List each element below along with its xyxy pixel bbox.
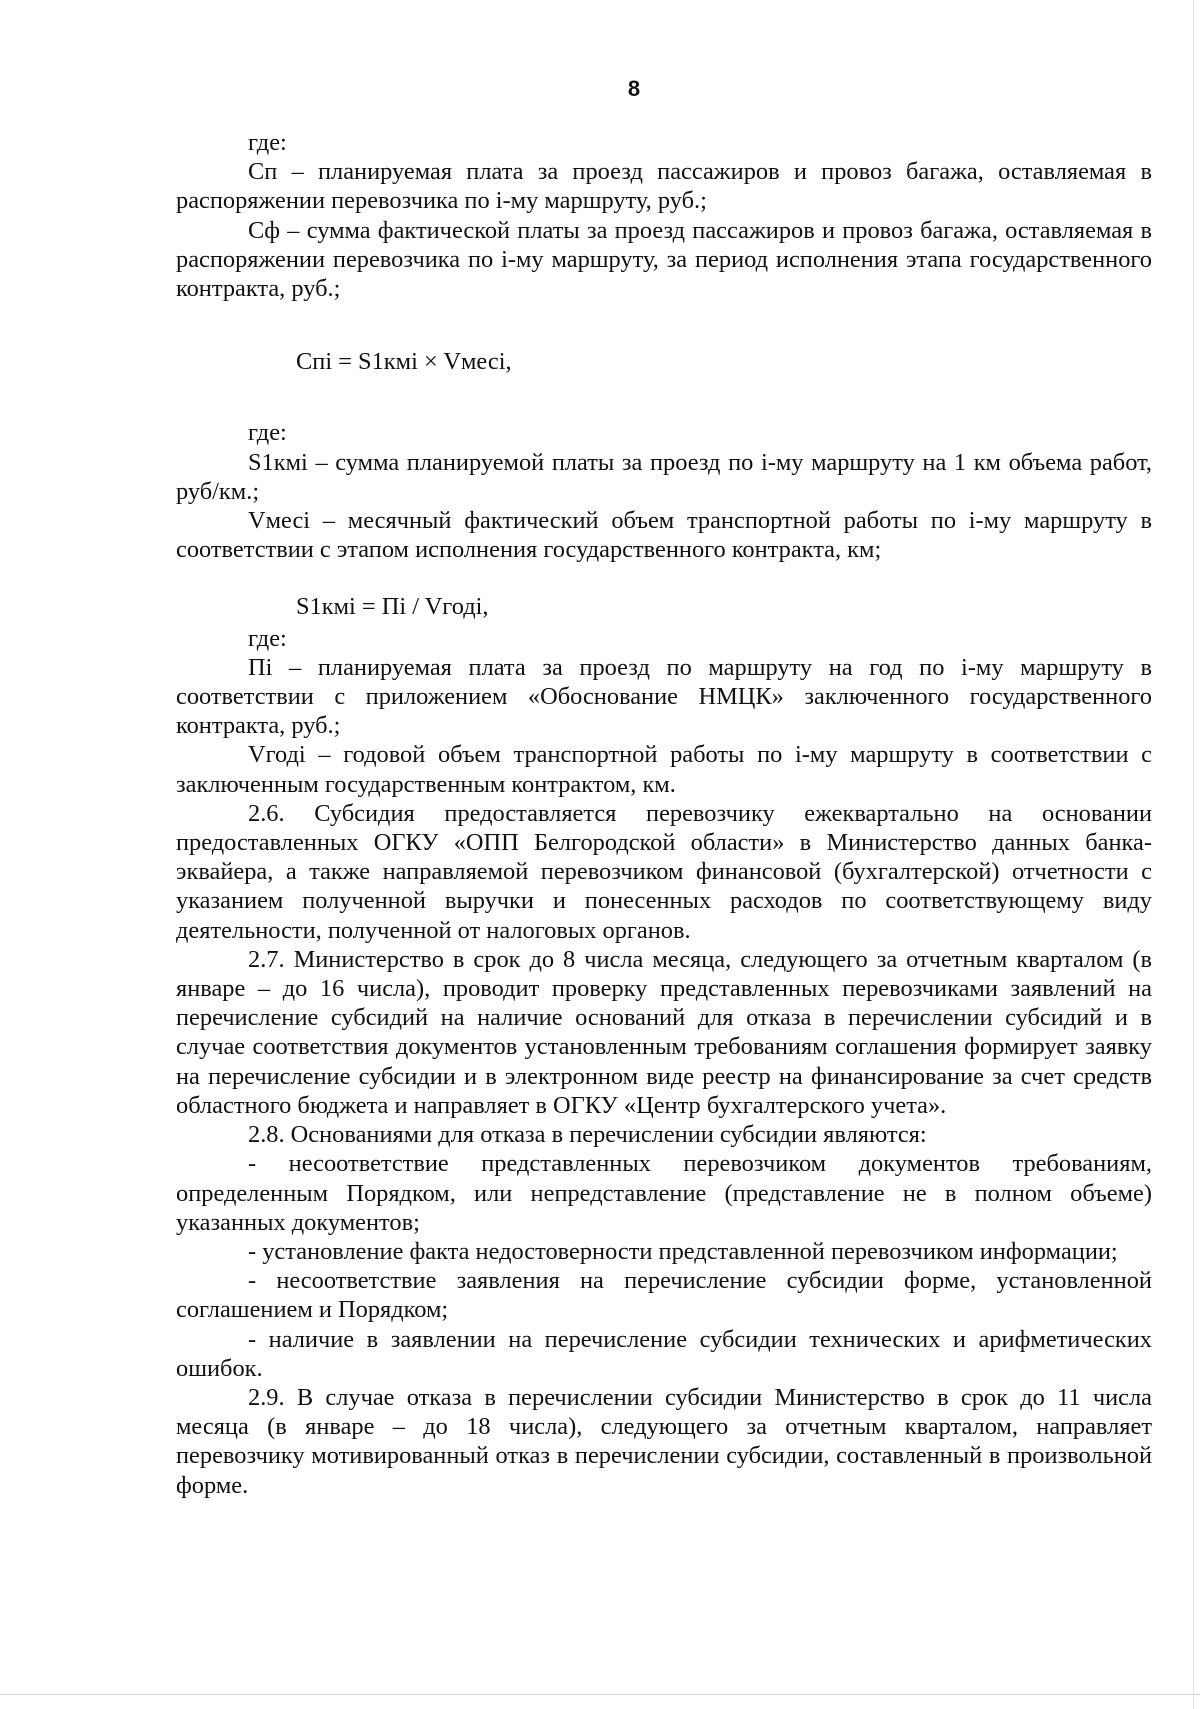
document-body	[176, 128, 1152, 1500]
list-item-refusal-1: - несоответствие представленных перевозчиком документов требованиям, определенным Порядком, или непредставление (представление не в полном объеме) указанных документов;	[176, 1150, 1152, 1236]
paragraph-2-9: 2.9. В случае отказа в перечислении субсидии Министерство в срок до 11 числа месяца (в январе – до 18 числа), следующего за отчетным кварталом, направляет перевозчику мотивированный отказ в перечислении субсидии, составленный в произвольной форме.	[176, 1383, 1152, 1499]
list-item-refusal-4: - наличие в заявлении на перечисление субсидии технических и арифметических ошибок.	[176, 1325, 1152, 1382]
formula-sp: Спi = S1кмi × Vмесi,	[296, 348, 512, 376]
list-item-refusal-3: - несоответствие заявления на перечисление субсидии форме, установленной соглашением и Порядком;	[176, 1267, 1152, 1324]
paragraph-definition-p: Пi – планируемая плата за проезд по маршруту на год по i-му маршруту в соответствии с приложением «Обоснование НМЦК» заключенного государственного контракта, руб.;	[176, 653, 1152, 740]
paragraph-2-6: 2.6. Субсидия предоставляется перевозчику ежеквартально на основании предоставленных ОГКУ «ОПП Белгородской области» в Министерство данных банка-эквайера, а также направляемой перевозчиком финансовой (бухгалтерской) отчетности с указанием полученной выручки и понесенных расходов по соответствующему виду деятельности, полученной от налоговых органов.	[176, 799, 1152, 944]
list-item-refusal-2: - установление факта недостоверности представленной перевозчиком информации;	[248, 1237, 1118, 1265]
paragraph-2-8: 2.8. Основаниями для отказа в перечислении субсидии являются:	[248, 1121, 927, 1149]
paragraph-definition-vgod: Vгодi – годовой объем транспортной работы по i-му маршруту в соответствии с заключенным государственным контрактом, км.	[176, 741, 1152, 798]
scan-right-edge	[1193, 0, 1194, 1709]
paragraph-where-3: где:	[248, 624, 287, 652]
paragraph-where-1: где:	[248, 129, 287, 156]
paragraph-definition-s1km: S1кмi – сумма планируемой платы за проезд по i-му маршруту на 1 км объема работ, руб/км.;	[176, 448, 1152, 505]
paragraph-definition-sf: Сф – сумма фактической платы за проезд пассажиров и провоз багажа, оставляемая в распоряжении перевозчика по i-му маршруту, за период исполнения этапа государственного контракта, руб.;	[176, 216, 1152, 303]
formula-s1km: S1кмi = Пi / Vгодi,	[296, 593, 489, 621]
paragraph-2-7: 2.7. Министерство в срок до 8 числа месяца, следующего за отчетным кварталом (в январе – до 16 числа), проводит проверку представленных перевозчиками заявлений на перечисление субсидий на наличие оснований для отказа в перечислении субсидий и в случае соответствия документов установленным требованиям соглашения формирует заявку на перечисление субсидии и в электронном виде реестр на финансирование за счет средств областного бюджета и направляет в ОГКУ «Центр бухгалтерского учета».	[176, 945, 1152, 1119]
paragraph-definition-sp: Сп – планируемая плата за проезд пассажиров и провоз багажа, оставляемая в распоряжении перевозчика по i-му маршруту, руб.;	[176, 158, 1152, 215]
paragraph-definition-vmes: Vмесi – месячный фактический объем транспортной работы по i-му маршруту в соответствии с этапом исполнения государственного контракта, км;	[176, 507, 1152, 564]
page-number: 8	[627, 76, 641, 101]
paragraph-where-2: где:	[248, 419, 287, 447]
scan-bottom-edge	[0, 1694, 1200, 1695]
